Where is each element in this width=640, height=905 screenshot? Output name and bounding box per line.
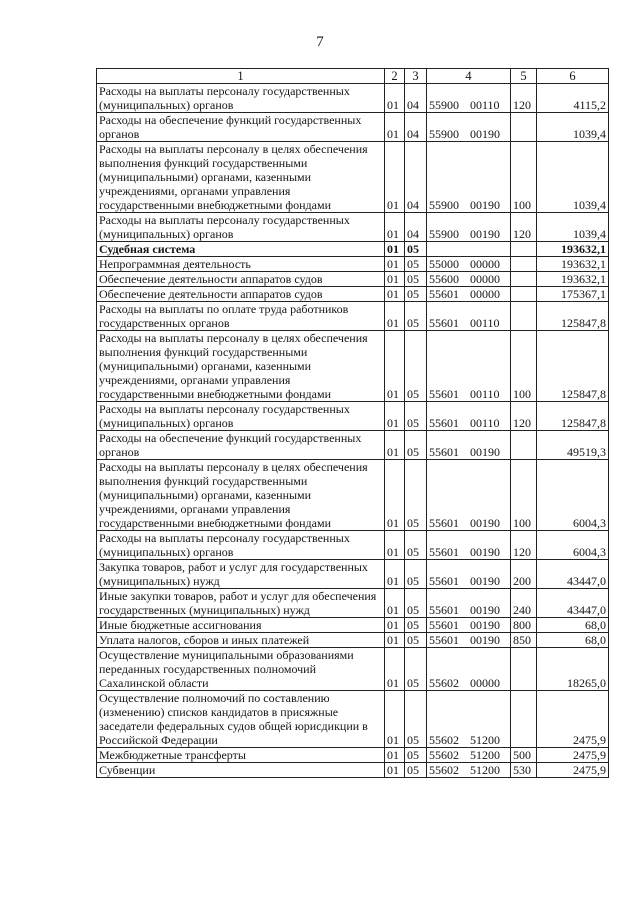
row-subsection-code: 05 bbox=[405, 402, 427, 431]
row-expense-type: 800 bbox=[511, 618, 537, 633]
row-subsection-code: 05 bbox=[405, 763, 427, 778]
row-expense-type bbox=[511, 691, 537, 748]
page-number: 7 bbox=[316, 34, 324, 50]
row-expense-type: 120 bbox=[511, 213, 537, 242]
row-section-code: 01 bbox=[385, 618, 405, 633]
row-subsection-code: 04 bbox=[405, 113, 427, 142]
row-amount: 125847,8 bbox=[537, 402, 609, 431]
row-target-article: 55601 00110 bbox=[427, 302, 511, 331]
row-subsection-code: 05 bbox=[405, 257, 427, 272]
header-section: 2 bbox=[385, 69, 405, 84]
header-amount: 6 bbox=[537, 69, 609, 84]
table-row bbox=[97, 633, 609, 648]
row-name: Обеспечение деятельности аппаратов судов bbox=[97, 272, 385, 287]
row-target-article: 55602 51200 bbox=[427, 763, 511, 778]
row-expense-type: 200 bbox=[511, 560, 537, 589]
row-target-article: 55601 00000 bbox=[427, 287, 511, 302]
row-target-article: 55601 00190 bbox=[427, 618, 511, 633]
row-expense-type bbox=[511, 648, 537, 691]
table-row bbox=[97, 287, 609, 302]
row-target-article: 55601 00190 bbox=[427, 531, 511, 560]
row-expense-type bbox=[511, 257, 537, 272]
row-subsection-code: 05 bbox=[405, 748, 427, 763]
row-section-code: 01 bbox=[385, 531, 405, 560]
table-row bbox=[97, 402, 609, 431]
table-body bbox=[97, 84, 609, 778]
row-name: Расходы на выплаты персоналу в целях обеспечения выполнения функций государственными (муниципальными) органами, казенными учреждениями, органами управления государственными внебюджетными фондами bbox=[97, 142, 385, 213]
row-expense-type bbox=[511, 242, 537, 257]
table-row bbox=[97, 257, 609, 272]
row-expense-type: 240 bbox=[511, 589, 537, 618]
row-target-article: 55000 00000 bbox=[427, 257, 511, 272]
row-subsection-code: 05 bbox=[405, 531, 427, 560]
row-subsection-code: 05 bbox=[405, 242, 427, 257]
table-row bbox=[97, 142, 609, 213]
row-section-code: 01 bbox=[385, 431, 405, 460]
header-row bbox=[97, 69, 609, 84]
row-target-article: 55601 00110 bbox=[427, 331, 511, 402]
row-subsection-code: 05 bbox=[405, 287, 427, 302]
row-section-code: 01 bbox=[385, 560, 405, 589]
row-subsection-code: 05 bbox=[405, 618, 427, 633]
row-section-code: 01 bbox=[385, 287, 405, 302]
row-subsection-code: 05 bbox=[405, 272, 427, 287]
table-row bbox=[97, 113, 609, 142]
row-section-code: 01 bbox=[385, 691, 405, 748]
row-subsection-code: 05 bbox=[405, 331, 427, 402]
row-target-article: 55900 00110 bbox=[427, 84, 511, 113]
row-amount: 175367,1 bbox=[537, 287, 609, 302]
row-amount: 1039,4 bbox=[537, 142, 609, 213]
row-target-article: 55602 51200 bbox=[427, 691, 511, 748]
row-subsection-code: 04 bbox=[405, 213, 427, 242]
table-row bbox=[97, 242, 609, 257]
table-row bbox=[97, 331, 609, 402]
row-expense-type bbox=[511, 113, 537, 142]
row-expense-type: 100 bbox=[511, 331, 537, 402]
row-subsection-code: 05 bbox=[405, 691, 427, 748]
row-expense-type: 850 bbox=[511, 633, 537, 648]
row-target-article: 55900 00190 bbox=[427, 213, 511, 242]
row-name: Субвенции bbox=[97, 763, 385, 778]
row-target-article: 55600 00000 bbox=[427, 272, 511, 287]
row-subsection-code: 05 bbox=[405, 589, 427, 618]
table-row bbox=[97, 272, 609, 287]
row-name: Расходы на выплаты персоналу в целях обеспечения выполнения функций государственными (муниципальными) органами, казенными учреждениями, органами управления государственными внебюджетными фондами bbox=[97, 460, 385, 531]
row-section-code: 01 bbox=[385, 84, 405, 113]
row-amount: 68,0 bbox=[537, 633, 609, 648]
row-name: Расходы на обеспечение функций государственных органов bbox=[97, 113, 385, 142]
row-name: Осуществление полномочий по составлению (изменению) списков кандидатов в присяжные заседатели федеральных судов общей юрисдикции в Российской Федерации bbox=[97, 691, 385, 748]
row-section-code: 01 bbox=[385, 242, 405, 257]
table-row bbox=[97, 84, 609, 113]
row-expense-type: 500 bbox=[511, 748, 537, 763]
row-amount: 49519,3 bbox=[537, 431, 609, 460]
row-amount: 6004,3 bbox=[537, 531, 609, 560]
table-row bbox=[97, 531, 609, 560]
row-amount: 193632,1 bbox=[537, 257, 609, 272]
row-target-article: 55602 00000 bbox=[427, 648, 511, 691]
row-subsection-code: 05 bbox=[405, 431, 427, 460]
row-expense-type: 120 bbox=[511, 402, 537, 431]
row-amount: 193632,1 bbox=[537, 242, 609, 257]
row-amount: 125847,8 bbox=[537, 302, 609, 331]
row-amount: 18265,0 bbox=[537, 648, 609, 691]
table-row bbox=[97, 763, 609, 778]
row-section-code: 01 bbox=[385, 272, 405, 287]
row-expense-type: 120 bbox=[511, 531, 537, 560]
row-section-code: 01 bbox=[385, 331, 405, 402]
row-amount: 125847,8 bbox=[537, 331, 609, 402]
table-row bbox=[97, 589, 609, 618]
table-row bbox=[97, 648, 609, 691]
row-target-article: 55601 00190 bbox=[427, 589, 511, 618]
row-target-article: 55900 00190 bbox=[427, 113, 511, 142]
row-amount: 2475,9 bbox=[537, 691, 609, 748]
table-row bbox=[97, 431, 609, 460]
table-row bbox=[97, 748, 609, 763]
row-section-code: 01 bbox=[385, 748, 405, 763]
table-row bbox=[97, 213, 609, 242]
budget-table bbox=[96, 68, 609, 778]
row-amount: 68,0 bbox=[537, 618, 609, 633]
row-section-code: 01 bbox=[385, 257, 405, 272]
row-amount: 1039,4 bbox=[537, 213, 609, 242]
header-subsection: 3 bbox=[405, 69, 427, 84]
row-expense-type: 100 bbox=[511, 460, 537, 531]
row-subsection-code: 05 bbox=[405, 560, 427, 589]
row-name: Расходы на обеспечение функций государственных органов bbox=[97, 431, 385, 460]
row-subsection-code: 05 bbox=[405, 460, 427, 531]
row-name: Расходы на выплаты по оплате труда работников государственных органов bbox=[97, 302, 385, 331]
row-name: Закупка товаров, работ и услуг для государственных (муниципальных) нужд bbox=[97, 560, 385, 589]
row-expense-type: 100 bbox=[511, 142, 537, 213]
row-subsection-code: 04 bbox=[405, 84, 427, 113]
row-name: Расходы на выплаты персоналу в целях обеспечения выполнения функций государственными (муниципальными) органами, казенными учреждениями, органами управления государственными внебюджетными фондами bbox=[97, 331, 385, 402]
row-amount: 43447,0 bbox=[537, 589, 609, 618]
row-target-article bbox=[427, 242, 511, 257]
row-target-article: 55601 00190 bbox=[427, 560, 511, 589]
row-expense-type: 120 bbox=[511, 84, 537, 113]
row-section-code: 01 bbox=[385, 402, 405, 431]
row-name: Судебная система bbox=[97, 242, 385, 257]
header-target-article: 4 bbox=[427, 69, 511, 84]
row-section-code: 01 bbox=[385, 113, 405, 142]
row-target-article: 55601 00190 bbox=[427, 633, 511, 648]
row-subsection-code: 05 bbox=[405, 648, 427, 691]
table-row bbox=[97, 691, 609, 748]
table-row bbox=[97, 460, 609, 531]
row-expense-type bbox=[511, 302, 537, 331]
row-subsection-code: 05 bbox=[405, 302, 427, 331]
row-expense-type bbox=[511, 272, 537, 287]
row-amount: 6004,3 bbox=[537, 460, 609, 531]
row-amount: 43447,0 bbox=[537, 560, 609, 589]
row-target-article: 55601 00190 bbox=[427, 460, 511, 531]
row-expense-type bbox=[511, 431, 537, 460]
row-section-code: 01 bbox=[385, 763, 405, 778]
row-name: Осуществление муниципальными образованиями переданных государственных полномочий Сахалинской области bbox=[97, 648, 385, 691]
row-target-article: 55602 51200 bbox=[427, 748, 511, 763]
row-name: Уплата налогов, сборов и иных платежей bbox=[97, 633, 385, 648]
row-section-code: 01 bbox=[385, 142, 405, 213]
header-expense-type: 5 bbox=[511, 69, 537, 84]
table-row bbox=[97, 618, 609, 633]
row-amount: 1039,4 bbox=[537, 113, 609, 142]
row-target-article: 55601 00110 bbox=[427, 402, 511, 431]
row-amount: 4115,2 bbox=[537, 84, 609, 113]
row-amount: 2475,9 bbox=[537, 763, 609, 778]
row-section-code: 01 bbox=[385, 589, 405, 618]
row-target-article: 55900 00190 bbox=[427, 142, 511, 213]
row-name: Расходы на выплаты персоналу государственных (муниципальных) органов bbox=[97, 213, 385, 242]
row-amount: 193632,1 bbox=[537, 272, 609, 287]
row-amount: 2475,9 bbox=[537, 748, 609, 763]
row-name: Непрограммная деятельность bbox=[97, 257, 385, 272]
row-expense-type bbox=[511, 287, 537, 302]
row-name: Обеспечение деятельности аппаратов судов bbox=[97, 287, 385, 302]
row-subsection-code: 05 bbox=[405, 633, 427, 648]
row-name: Расходы на выплаты персоналу государственных (муниципальных) органов bbox=[97, 84, 385, 113]
table-row bbox=[97, 302, 609, 331]
row-section-code: 01 bbox=[385, 213, 405, 242]
row-section-code: 01 bbox=[385, 302, 405, 331]
row-name: Расходы на выплаты персоналу государственных (муниципальных) органов bbox=[97, 531, 385, 560]
row-section-code: 01 bbox=[385, 648, 405, 691]
row-expense-type: 530 bbox=[511, 763, 537, 778]
row-name: Иные бюджетные ассигнования bbox=[97, 618, 385, 633]
row-target-article: 55601 00190 bbox=[427, 431, 511, 460]
header-name: 1 bbox=[97, 69, 385, 84]
row-name: Межбюджетные трансферты bbox=[97, 748, 385, 763]
row-subsection-code: 04 bbox=[405, 142, 427, 213]
row-name: Расходы на выплаты персоналу государственных (муниципальных) органов bbox=[97, 402, 385, 431]
row-section-code: 01 bbox=[385, 460, 405, 531]
row-section-code: 01 bbox=[385, 633, 405, 648]
row-name: Иные закупки товаров, работ и услуг для обеспечения государственных (муниципальных) нужд bbox=[97, 589, 385, 618]
table-row bbox=[97, 560, 609, 589]
